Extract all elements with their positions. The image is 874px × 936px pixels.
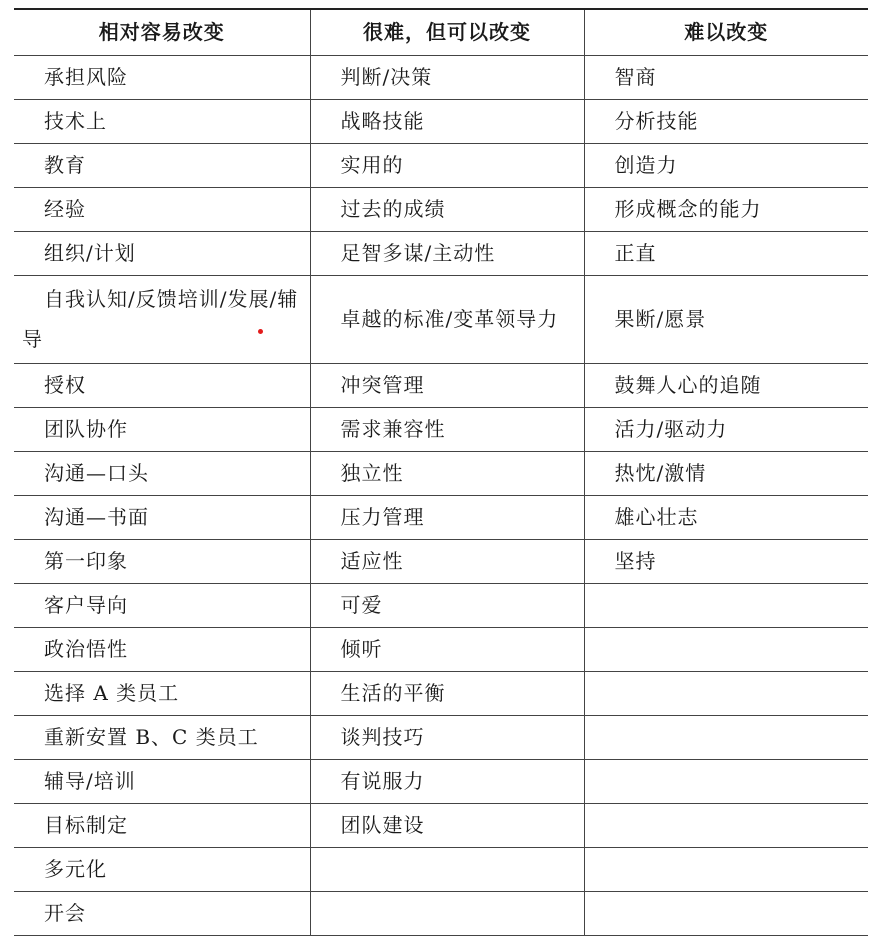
table-cell: 压力管理 — [310, 495, 584, 539]
table-cell: 需求兼容性 — [310, 407, 584, 451]
table-row — [14, 187, 868, 231]
table-cell: 冲突管理 — [310, 363, 584, 407]
table-cell: 第一印象 — [14, 539, 310, 583]
table-cell: 生活的平衡 — [310, 671, 584, 715]
table-row — [14, 583, 868, 627]
table-cell — [310, 847, 584, 891]
table-cell: 正直 — [584, 231, 868, 275]
table-cell: 多元化 — [14, 847, 310, 891]
table-cell: 判断/决策 — [310, 55, 584, 99]
table-cell: 沟通—口头 — [14, 451, 310, 495]
table-cell — [584, 627, 868, 671]
table-row — [14, 715, 868, 759]
table-cell: 政治悟性 — [14, 627, 310, 671]
table-cell: 有说服力 — [310, 759, 584, 803]
header-hard-but-changeable: 很难，但可以改变 — [310, 9, 584, 55]
header-hard-to-change: 难以改变 — [584, 9, 868, 55]
table-cell — [584, 715, 868, 759]
table-cell — [584, 891, 868, 935]
table-cell: 团队建设 — [310, 803, 584, 847]
table-cell: 倾听 — [310, 627, 584, 671]
table-cell: 足智多谋/主动性 — [310, 231, 584, 275]
table-cell: 重新安置 B、C 类员工 — [14, 715, 310, 759]
table-cell — [310, 891, 584, 935]
table-cell: 独立性 — [310, 451, 584, 495]
table-cell: 形成概念的能力 — [584, 187, 868, 231]
table-row — [14, 495, 868, 539]
table-row — [14, 451, 868, 495]
table-cell — [584, 803, 868, 847]
table-cell: 过去的成绩 — [310, 187, 584, 231]
table-cell: 鼓舞人心的追随 — [584, 363, 868, 407]
table-cell: 沟通—书面 — [14, 495, 310, 539]
table-cell: 技术上 — [14, 99, 310, 143]
table-row — [14, 539, 868, 583]
table-row — [14, 671, 868, 715]
table-row — [14, 275, 868, 363]
table-cell-text: 自我认知/反馈培训/发展/辅导 — [22, 287, 299, 351]
table-cell: 活力/驱动力 — [584, 407, 868, 451]
table-cell: 谈判技巧 — [310, 715, 584, 759]
table-cell: 可爱 — [310, 583, 584, 627]
table-cell: 组织/计划 — [14, 231, 310, 275]
table-cell: 承担风险 — [14, 55, 310, 99]
table-cell: 雄心壮志 — [584, 495, 868, 539]
table-cell: 选择 A 类员工 — [14, 671, 310, 715]
red-dot-mark — [258, 329, 263, 334]
table-row — [14, 99, 868, 143]
document-page — [14, 8, 868, 936]
table-cell: 授权 — [14, 363, 310, 407]
competency-table — [14, 8, 868, 936]
table-cell: 团队协作 — [14, 407, 310, 451]
table-cell — [584, 583, 868, 627]
table-cell — [584, 671, 868, 715]
table-cell: 开会 — [14, 891, 310, 935]
table-cell: 辅导/培训 — [14, 759, 310, 803]
table-row — [14, 55, 868, 99]
table-cell-wrapped — [14, 275, 310, 363]
table-row — [14, 759, 868, 803]
table-row — [14, 231, 868, 275]
table-cell: 经验 — [14, 187, 310, 231]
table-cell: 目标制定 — [14, 803, 310, 847]
table-cell: 创造力 — [584, 143, 868, 187]
table-cell — [584, 847, 868, 891]
table-cell: 热忱/激情 — [584, 451, 868, 495]
table-row — [14, 143, 868, 187]
table-row — [14, 627, 868, 671]
table-cell: 客户导向 — [14, 583, 310, 627]
table-cell: 果断/愿景 — [584, 275, 868, 363]
table-row — [14, 803, 868, 847]
table-cell: 实用的 — [310, 143, 584, 187]
table-row — [14, 407, 868, 451]
table-cell: 卓越的标准/变革领导力 — [310, 275, 584, 363]
table-cell: 战略技能 — [310, 99, 584, 143]
table-cell: 适应性 — [310, 539, 584, 583]
table-cell: 坚持 — [584, 539, 868, 583]
table-cell: 分析技能 — [584, 99, 868, 143]
table-row — [14, 363, 868, 407]
table-cell — [584, 759, 868, 803]
table-cell: 智商 — [584, 55, 868, 99]
table-cell: 教育 — [14, 143, 310, 187]
table-row — [14, 847, 868, 891]
table-row — [14, 891, 868, 935]
table-header-row — [14, 9, 868, 55]
header-easy-to-change: 相对容易改变 — [14, 9, 310, 55]
